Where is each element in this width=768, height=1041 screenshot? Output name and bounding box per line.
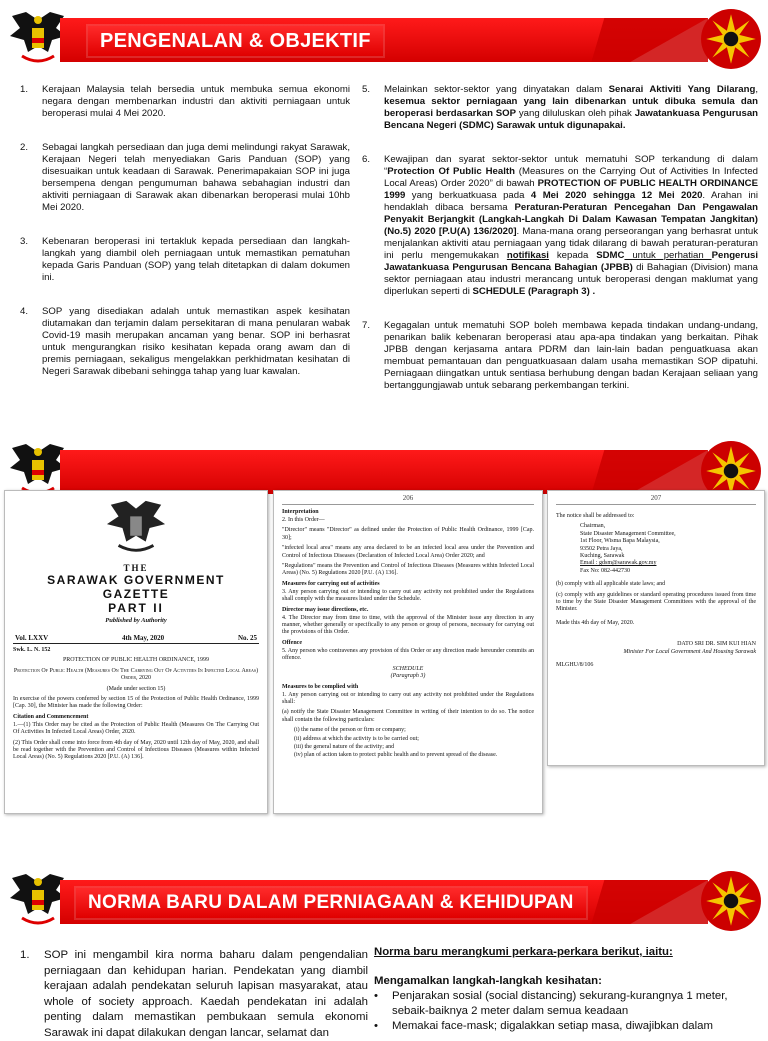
- section-banner-pengenalan: [0, 0, 768, 80]
- intro-point-6: 6. Kewajipan dan syarat sektor-sektor untuk mematuhi SOP terkandung di dalam “Protection Of Public Health (Measures on the Carrying Out of Activities In Infected Local Areas) Order 2020” di bawah PROTECTION OF PUBLIC HEALTH ORDINANCE 1999 yang berkuatkuasa pada 4 Mei 2020 sehingga 12 Mei 2020. Arahan ini hendaklah dibaca bersama Peraturan-Peraturan Pencegahan Dan Pengawalan Penyakit Berjangkit (Langkah-Langkah Di Dalam Kawasan Tempatan Jangkitan) (No.5) 2020 [P.U(A) 136/2020]. Mana-mana orang perseorangan yang berhasrat untuk menjalankan aktiviti atau perniagaan yang tidak dilarang di bawah peraturan-peraturan ini perlu mengemukakan notifikasi kepada SDMC untuk perhatian Pengerusi Jawatankuasa Pengurusan Bencana Bahagian (JPBB) di Bahagian (Division) mana sektor perniagaan atau industri merancang untuk beroperasi dengan maklumat yang diperlukan seperti di SCHEDULE (Paragraph 3) .: [362, 154, 759, 297]
- gazette-the: THE: [123, 563, 149, 573]
- gazette-published: Published by Authority: [105, 617, 167, 624]
- gazette-cover-page: THE SARAWAK GOVERNMENT GAZETTE PART II Published by Authority Vol. LXXV 4th May, 2020 No. 25 Swk. L. N. 152 PROTECTION OF PUBLIC HEALTH ORDINANCE, 1999 Protection Of Public Health (Measures On The Carrying Out Of Activities In Infected Local Areas) Order, 2020 (Made under section 15) In exercise of the powers conferred by section 15 of the Protection of Public Health Ordinance, 1999 [Cap. 30], the Minister has made the following Order: Citation and Commencement 1.—(1) This Order may be cited as the Protection of Public Health (Measures On The Carrying Out Of Activities In Infected Local Areas) Order, 2020. (2) This Order shall come into force from 4th day of May, 2020 until 12th day of May, 2020, and shall be read together with the Prevention and Control of Infectious Diseases (Measures within Infected Local Areas) (No. 5) Regulations 2020 [P.U. (A) 136].: [4, 490, 268, 814]
- intro-point-2: 2. Sebagai langkah persediaan dan juga demi melindungi rakyat Sarawak, Kerajaan Negeri telah menyediakan Garis Panduan (SOP) yang disesuaikan untuk keadaan di Sarawak. Penerimapakaian SOP ini juga bersempena dengan pengumuman bahawa sebahagian industri dan aktiviti perniagaan di Sarawak akan dibenarkan beroperasi mulai 10hb Mei 2020.: [20, 142, 350, 213]
- gazette-page-207: 207 The notice shall be addressed to: Chairman, State Disaster Management Committee, 1st Floor, Wisma Bapa Malaysia, 93502 Petra Jaya, Kuching, Sarawak Email : gdsm@sarawak.gov.my Fax No: 082-442730 (b) comply with all applicable state laws; and (c) comply with any guidelines or standard operating procedures issued from time to time by the State Disaster Management Committees with the approval of the Minister. Made this 4th day of May, 2020. DATO SRI DR. SIM KUI HIAN Minister For Local Government And Housing Sarawak MLGHU/8/106: [547, 490, 765, 766]
- banner-title: PENGENALAN & OBJEKTIF: [88, 26, 383, 56]
- gazette-page-206: 206 Interpretation 2. In this Order— "Director" means "Director" as defined under the Protection of Public Health Ordinance, 1999 [Cap. 30]; "infected local area" means any area declared to be an infected local area under the Prevention and Control of Infectious Diseases (Declaration of Infected Local Area) Order 2020; and "Regulations" means the Prevention and Control of Infectious Diseases (Measures within Infected Local Areas) (No. 5) Regulations 2020 [P.U. (A) 136]. Measures for carrying out of activities 3. Any person carrying out or intending to carry out any activity not prohibited under the Regulations shall comply with the measures listed under the Schedule. Director may issue directions, etc. 4. The Director may from time to time, with the approval of the Minister issue any direction in any manner, whether generally or specifically to any person or group of persons, necessary for carrying out the provisions of this Order. Offence 5. Any person who contravenes any provision of this Order or any direction made hereunder commits an offence. SCHEDULE (Paragraph 3) Measures to be complied with 1. Any person carrying out or intending to carry out any activity not prohibited under the Regulations shall: (a) notify the State Disaster Management Committee in writing of their intention to do so. The notice shall contain the following particulars: (i) the name of the person or firm or company; (ii) address at which the activity is to be carried out; (iii) the general nature of the activity; and (iv) plan of action taken to protect public health and to prevent spread of the disease.: [273, 490, 543, 814]
- intro-point-4: 4. SOP yang disediakan adalah untuk memastikan aspek kesihatan diutamakan dan terjamin dalam persekitaran di mana penularan wabak Covid-19 masih merupakan ancaman yang benar. SOP ini berhasrat untuk mengurangkan risiko kesihatan kepada orang awam dan di premis perniagaan, sekaligus mengelakkan perkhidmatan kesihatan di Negeri Sarawak dibebani sehingga tahap yang luar kawalan.: [20, 306, 350, 377]
- intro-point-3: 3. Kebenaran beroperasi ini tertakluk kepada persediaan dan langkah-langkah yang diambil oleh perniagaan untuk memastikan pematuhan kepada Garis Panduan (SOP) yang telah ditetapkan di dalam dokumen ini.: [20, 236, 350, 283]
- gazette-volume-row: Vol. LXXV 4th May, 2020 No. 25: [15, 634, 257, 642]
- intro-point-1: 1. Kerajaan Malaysia telah bersedia untuk membuka semua ekonomi negara dengan membenarkan industri dan aktiviti perniagaan untuk beroperasi mulai 4 Mei 2020.: [20, 84, 350, 119]
- section-banner-norma-baru: [0, 862, 768, 942]
- intro-left-column: [20, 84, 350, 390]
- intro-right-column: [362, 84, 758, 404]
- gazette-part: PART II: [108, 601, 164, 615]
- list-item: • Memakai face-mask; digalakkan setiap masa, diwajibkan dalam: [374, 1020, 713, 1032]
- sarawak-star-icon: [700, 870, 762, 932]
- banner-title: NORMA BARU DALAM PERNIAGAAN & KEHIDUPAN: [76, 888, 586, 918]
- norma-subheading: Mengamalkan langkah-langkah kesihatan:: [374, 975, 602, 987]
- norma-list: [374, 945, 754, 1034]
- intro-point-7: 7. Kegagalan untuk mematuhi SOP boleh membawa kepada tindakan undang-undang, penarikan balik kebenaran beroperasi atau apa-apa tindakan yang berkaitan. Pihak JPBB dengan kerjasama antara PDRM dan lain-lain badan penguatkuasa akan membuat pemantauan dan penguatkuasaan dalam usaha memastikan SOP dipatuhi. Perniagaan diingatkan untuk sentiasa berhubung dengan badan Kerajaan seliaan yang bertanggungjawab untuk sebarang perkembangan terkini.: [362, 320, 758, 391]
- list-item: • Penjarakan sosial (social distancing) sekurang-kurangnya 1 meter, sebaik-baiknya 2 meter dalam semua keadaan: [374, 990, 728, 1017]
- norma-heading: Norma baru merangkumi perkara-perkara berikut, iaitu:: [374, 946, 673, 958]
- gazette-title: SARAWAK GOVERNMENT GAZETTE: [47, 573, 225, 601]
- intro-point-5: 5. Melainkan sektor-sektor yang dinyatakan dalam Senarai Aktiviti Yang Dilarang, kesemua sektor perniagaan yang lain dibenarkan untuk dibuka semula dan beroperasi berdasarkan SOP yang diluluskan oleh pihak Jawatankuasa Pengurusan Bencana Negeri (SDMC) Sarawak untuk digunapakai.: [362, 84, 759, 131]
- address-block: Chairman, State Disaster Management Committee, 1st Floor, Wisma Bapa Malaysia, 93502 Petra Jaya, Kuching, Sarawak Email : gdsm@sarawak.gov.my Fax No: 082-442730: [580, 523, 676, 574]
- sarawak-star-icon: [700, 8, 762, 70]
- gazette-crest-icon: [105, 497, 167, 559]
- page-number: 207: [556, 494, 756, 505]
- norma-point-1: 1. SOP ini mengambil kira norma baharu dalam pengendalian perniagaan dan kehidupan harian. Pendekatan yang diambil kerajaan adalah pendekatan seluruh lapisan masyarakat, atau whole of society approach. Kaedah pendekatan ini adalah penting dalam memastikan pembukaan semula ekonomi Sarawak ini dapat dilakukan dengan lancar, selamat dan: [20, 949, 368, 1039]
- page-number: 206: [282, 494, 534, 505]
